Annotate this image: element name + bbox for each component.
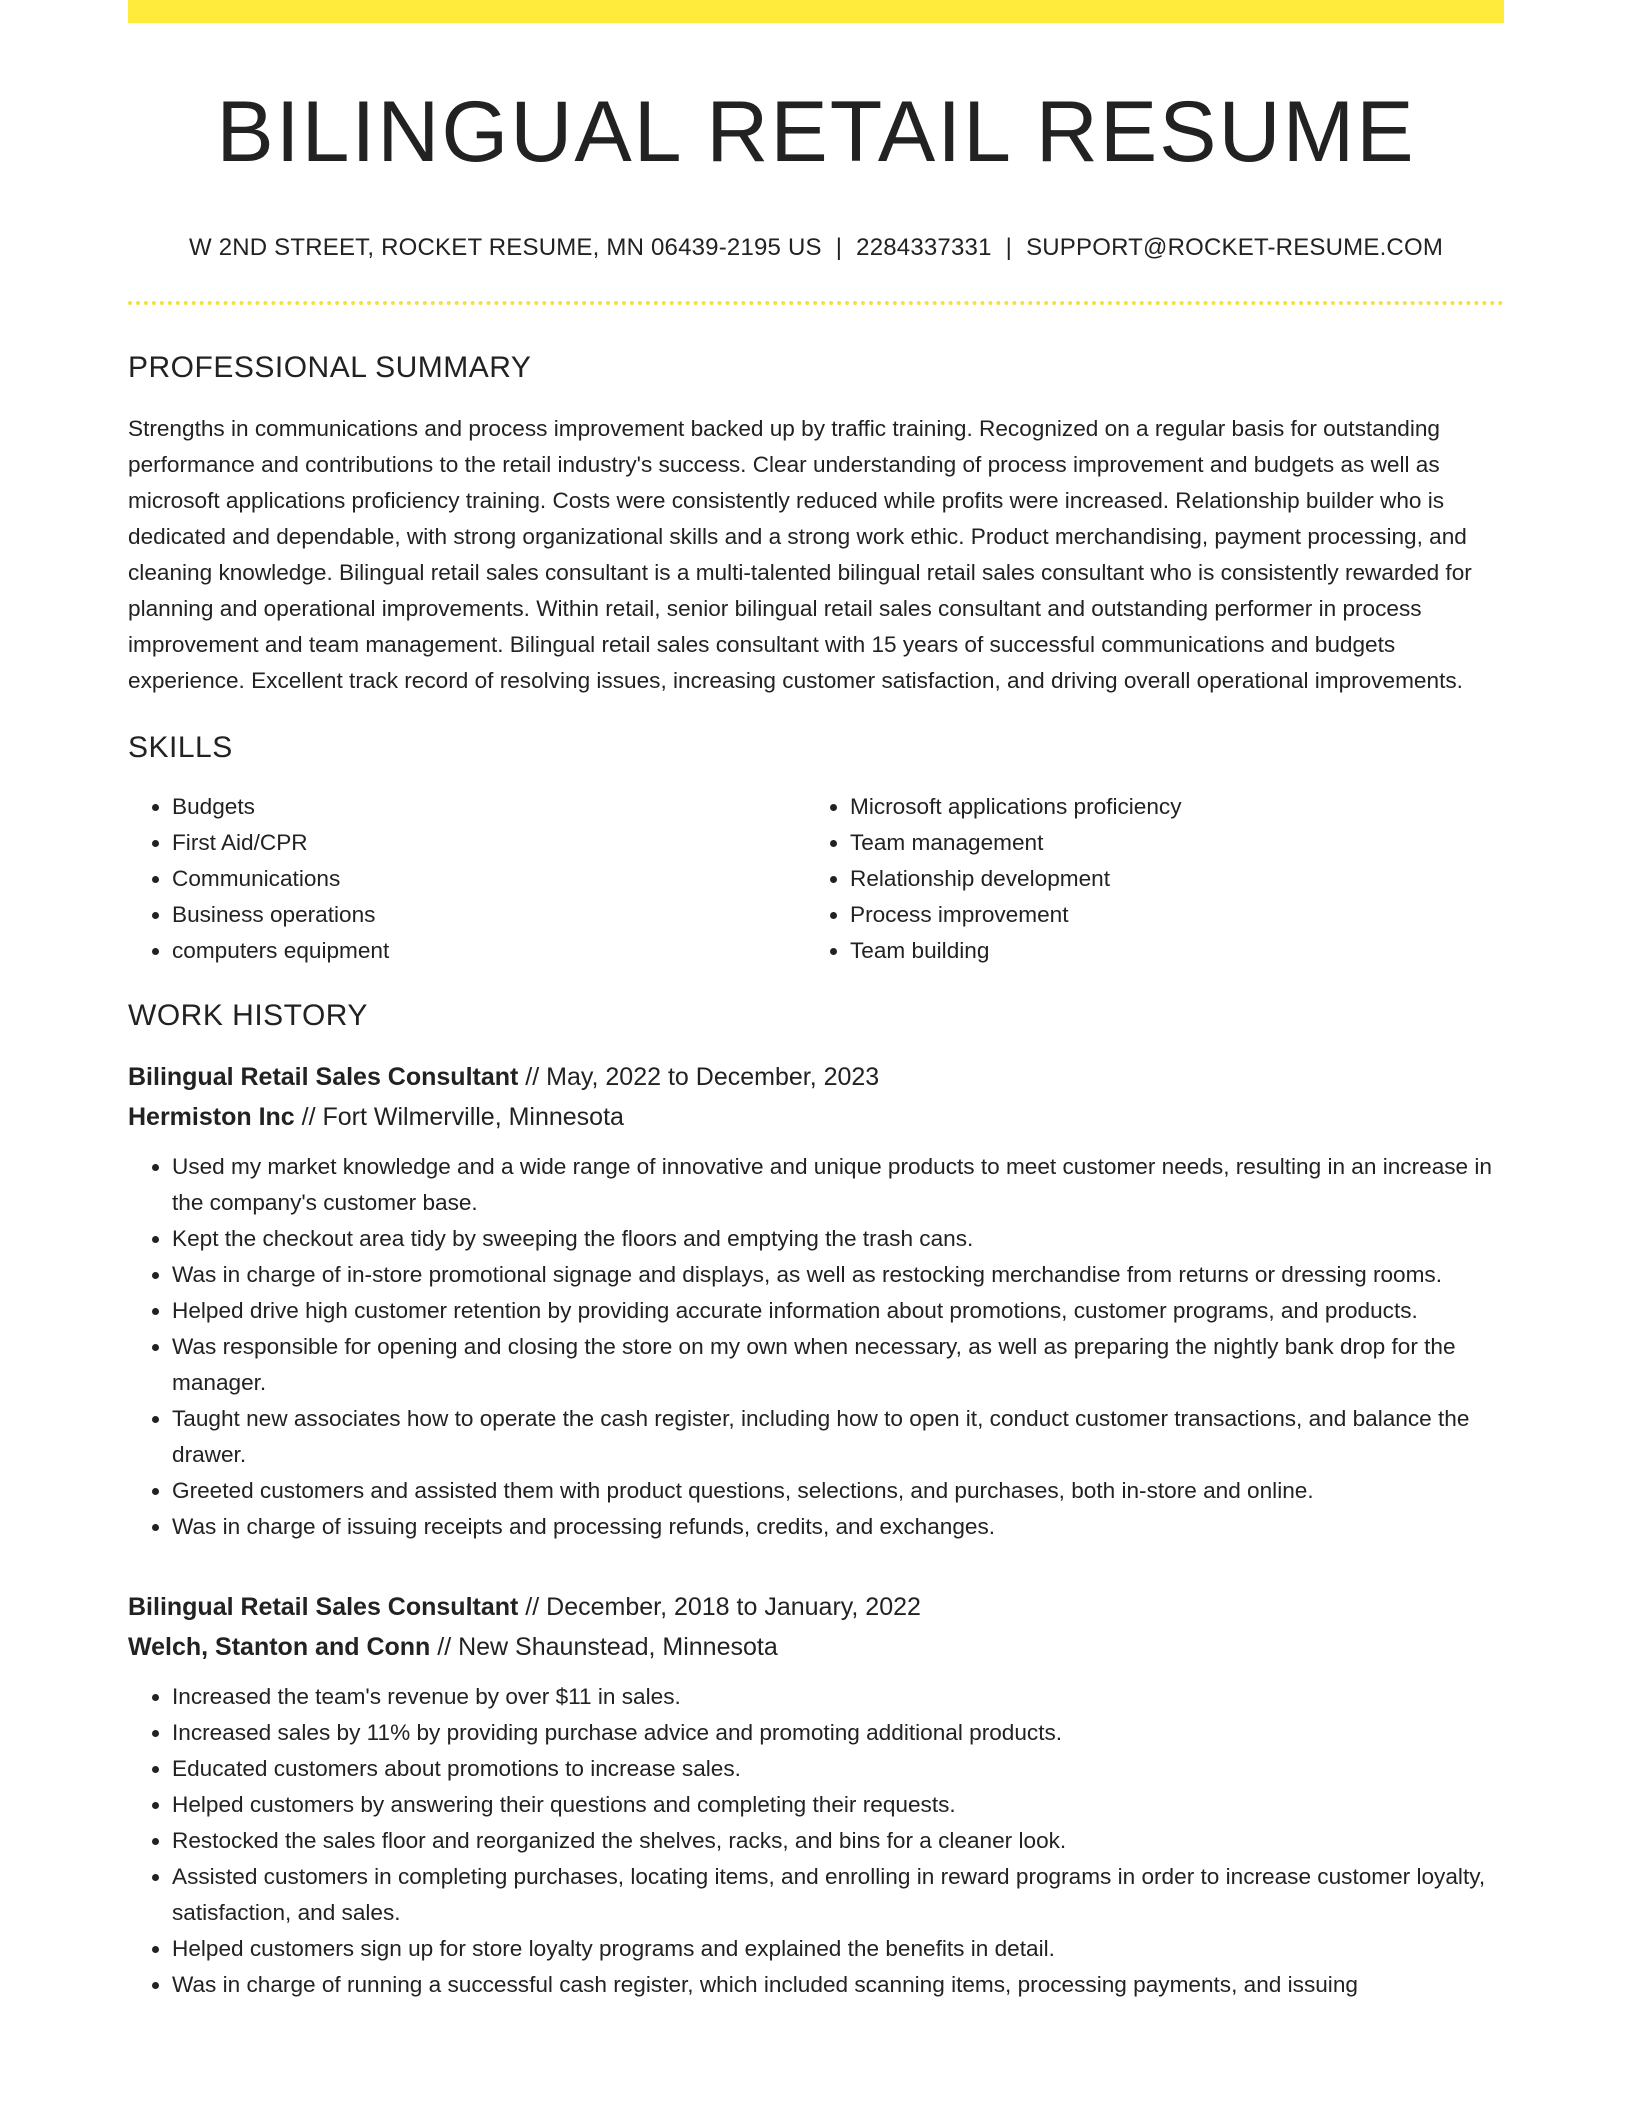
job-title-line xyxy=(128,1587,1504,1627)
job-bullet: • Helped drive high customer retention by providing accurate information about promotions, customer programs, and products. xyxy=(172,1293,1504,1329)
job-bullet: • Restocked the sales floor and reorganized the shelves, racks, and bins for a cleaner look. xyxy=(172,1823,1504,1859)
job-company-line xyxy=(128,1627,1504,1667)
job-company: Welch, Stanton and Conn xyxy=(128,1632,431,1661)
job-bullets xyxy=(128,1149,1504,1545)
summary-heading: PROFESSIONAL SUMMARY xyxy=(128,350,532,384)
job-role: Bilingual Retail Sales Consultant xyxy=(128,1062,519,1091)
contact-address: W 2ND STREET, ROCKET RESUME, MN 06439-2195 US xyxy=(188,233,822,261)
job-bullet: • Helped customers sign up for store loyalty programs and explained the benefits in detail. xyxy=(172,1931,1504,1967)
skill-item: • Business operations xyxy=(172,897,806,933)
job-bullet: • Used my market knowledge and a wide range of innovative and unique products to meet customer needs, resulting in an increase in the company's customer base. xyxy=(172,1149,1504,1221)
skills-heading: SKILLS xyxy=(128,730,233,764)
job-bullet: • Helped customers by answering their questions and completing their requests. xyxy=(172,1787,1504,1823)
job-bullet: • Assisted customers in completing purchases, locating items, and enrolling in reward programs in order to increase customer loyalty, satisfaction, and sales. xyxy=(172,1859,1504,1931)
contact-phone: 2284337331 xyxy=(856,233,992,261)
job-bullet: • Was in charge of issuing receipts and processing refunds, credits, and exchanges. xyxy=(172,1509,1504,1545)
job-bullet: • Was in charge of running a successful cash register, which included scanning items, processing payments, and issuing xyxy=(172,1967,1504,2003)
job-bullet: • Increased the team's revenue by over $11 in sales. xyxy=(172,1679,1504,1715)
skill-item: • Microsoft applications proficiency xyxy=(850,789,1484,825)
contact-separator: | xyxy=(1005,233,1013,261)
job-bullet: • Taught new associates how to operate the cash register, including how to open it, conduct customer transactions, and balance the drawer. xyxy=(172,1401,1504,1473)
contact-line xyxy=(128,234,1504,262)
job-dates: // December, 2018 to January, 2022 xyxy=(518,1592,921,1621)
contact-email: SUPPORT@ROCKET-RESUME.COM xyxy=(1026,233,1444,261)
skill-item: • First Aid/CPR xyxy=(172,825,806,861)
job-bullet: • Greeted customers and assisted them with product questions, selections, and purchases, both in-store and online. xyxy=(172,1473,1504,1509)
accent-bar xyxy=(128,0,1504,23)
job-bullets xyxy=(128,1679,1504,2003)
skill-item: • Team building xyxy=(850,933,1484,969)
resume-content xyxy=(128,23,1504,2003)
skills-column-left xyxy=(128,789,806,969)
job-location: // New Shaunstead, Minnesota xyxy=(430,1632,778,1661)
job-entry xyxy=(128,1587,1504,2003)
job-entry xyxy=(128,1057,1504,1545)
skills-column-right xyxy=(806,789,1484,969)
summary-text: Strengths in communications and process improvement backed up by traffic training. Recognized on a regular basis for outstanding performance and contributions to the retail industry's success. Clear understanding of process improvement and budgets as well as microsoft applications proficiency training. Costs were consistently reduced while profits were increased. Relationship builder who is dedicated and dependable, with strong organizational skills and a strong work ethic. Product merchandising, payment processing, and cleaning knowledge. Bilingual retail sales consultant is a multi-talented bilingual retail sales consultant who is consistently rewarded for planning and operational improvements. Within retail, senior bilingual retail sales consultant and outstanding performer in process improvement and team management. Bilingual retail sales consultant with 15 years of successful communications and budgets experience. Excellent track record of resolving issues, increasing customer satisfaction, and driving overall operational improvements. xyxy=(128,415,1472,693)
skill-item: • Communications xyxy=(172,861,806,897)
job-dates: // May, 2022 to December, 2023 xyxy=(518,1062,880,1091)
job-role: Bilingual Retail Sales Consultant xyxy=(128,1592,519,1621)
job-company-line xyxy=(128,1097,1504,1137)
job-company: Hermiston Inc xyxy=(128,1102,295,1131)
work-history-heading: WORK HISTORY xyxy=(128,998,368,1032)
job-title-line xyxy=(128,1057,1504,1097)
job-bullet: • Increased sales by 11% by providing purchase advice and promoting additional products. xyxy=(172,1715,1504,1751)
skill-item: • Budgets xyxy=(172,789,806,825)
job-bullet: • Kept the checkout area tidy by sweeping the floors and emptying the trash cans. xyxy=(172,1221,1504,1257)
skill-item: • Process improvement xyxy=(850,897,1484,933)
job-bullet: • Educated customers about promotions to increase sales. xyxy=(172,1751,1504,1787)
skill-item: • Relationship development xyxy=(850,861,1484,897)
job-location: // Fort Wilmerville, Minnesota xyxy=(294,1102,624,1131)
skill-item: • computers equipment xyxy=(172,933,806,969)
job-bullet: • Was in charge of in-store promotional signage and displays, as well as restocking merchandise from returns or dressing rooms. xyxy=(172,1257,1504,1293)
skill-item: • Team management xyxy=(850,825,1484,861)
contact-separator: | xyxy=(835,233,843,261)
dotted-divider xyxy=(128,301,1504,305)
skills-list xyxy=(128,789,1504,969)
resume-name: BILINGUAL RETAIL RESUME xyxy=(216,84,1416,180)
job-bullet: • Was responsible for opening and closing the store on my own when necessary, as well as preparing the nightly bank drop for the manager. xyxy=(172,1329,1504,1401)
